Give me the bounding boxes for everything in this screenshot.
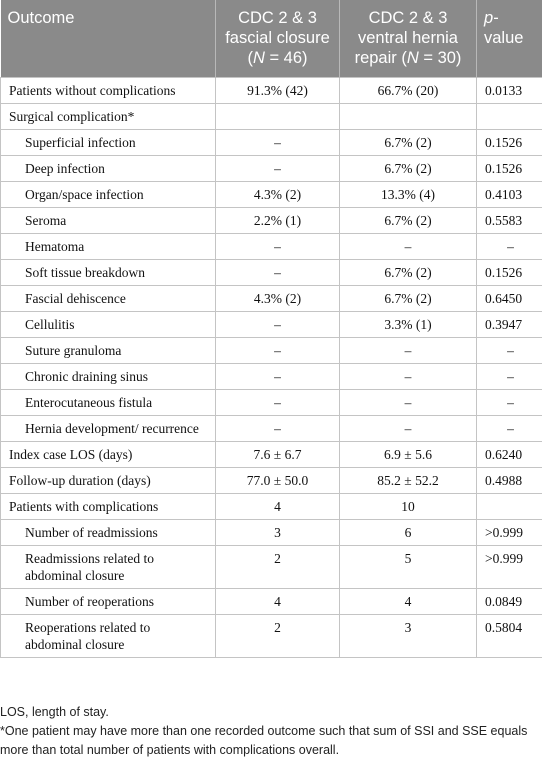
cell-fascial-closure: 7.6 ± 6.7	[216, 442, 340, 468]
cell-ventral-hernia-repair: 5	[340, 546, 477, 589]
row-label: Index case LOS (days)	[1, 442, 216, 468]
table-row	[1, 589, 542, 615]
header-row	[1, 0, 542, 78]
header-fascial-closure-line1: CDC 2 & 3	[238, 9, 317, 27]
row-label: Follow-up duration (days)	[1, 468, 216, 494]
cell-fascial-closure: 4	[216, 494, 340, 520]
table-row	[1, 234, 542, 260]
header-vhr-line2: ventral hernia	[358, 29, 458, 47]
header-p-value	[477, 0, 542, 78]
row-label: Soft tissue breakdown	[1, 260, 216, 286]
row-label: Readmissions related to abdominal closure	[1, 546, 216, 589]
cell-ventral-hernia-repair: 6.7% (2)	[340, 130, 477, 156]
cell-fascial-closure: –	[216, 234, 340, 260]
table-row	[1, 156, 542, 182]
cell-ventral-hernia-repair: 66.7% (20)	[340, 78, 477, 104]
table-row	[1, 520, 542, 546]
row-label: Number of reoperations	[1, 589, 216, 615]
cell-ventral-hernia-repair: 6.7% (2)	[340, 208, 477, 234]
cell-ventral-hernia-repair	[340, 104, 477, 130]
table-row	[1, 442, 542, 468]
cell-ventral-hernia-repair: 6.7% (2)	[340, 156, 477, 182]
cell-ventral-hernia-repair: 6	[340, 520, 477, 546]
cell-ventral-hernia-repair: –	[340, 364, 477, 390]
cell-fascial-closure: –	[216, 338, 340, 364]
table-row	[1, 364, 542, 390]
cell-ventral-hernia-repair: 10	[340, 494, 477, 520]
cell-p-value: 0.6240	[477, 442, 542, 468]
row-label: Organ/space infection	[1, 182, 216, 208]
table-row	[1, 312, 542, 338]
cell-fascial-closure: –	[216, 156, 340, 182]
cell-p-value: >0.999	[477, 546, 542, 589]
row-label: Enterocutaneous fistula	[1, 390, 216, 416]
header-ventral-hernia-repair	[340, 0, 477, 78]
table-header	[1, 0, 542, 78]
cell-p-value: –	[477, 416, 542, 442]
row-label: Hernia development/ recurrence	[1, 416, 216, 442]
row-label: Reoperations related to abdominal closure	[1, 615, 216, 658]
table-row	[1, 104, 542, 130]
cell-fascial-closure: 4	[216, 589, 340, 615]
cell-ventral-hernia-repair: 13.3% (4)	[340, 182, 477, 208]
cell-fascial-closure: –	[216, 130, 340, 156]
cell-fascial-closure: 2	[216, 546, 340, 589]
row-label: Surgical complication*	[1, 104, 216, 130]
cell-ventral-hernia-repair: 6.7% (2)	[340, 260, 477, 286]
cell-p-value: 0.1526	[477, 156, 542, 182]
cell-ventral-hernia-repair: 6.9 ± 5.6	[340, 442, 477, 468]
cell-fascial-closure: –	[216, 390, 340, 416]
cell-fascial-closure: 2.2% (1)	[216, 208, 340, 234]
table-row	[1, 260, 542, 286]
row-label: Seroma	[1, 208, 216, 234]
header-p-dash: -	[493, 9, 499, 27]
footnotes	[0, 703, 542, 760]
cell-ventral-hernia-repair: –	[340, 234, 477, 260]
cell-p-value: –	[477, 364, 542, 390]
header-fascial-closure	[216, 0, 340, 78]
cell-fascial-closure: 3	[216, 520, 340, 546]
table-row	[1, 615, 542, 658]
cell-p-value: 0.3947	[477, 312, 542, 338]
cell-p-value: 0.1526	[477, 130, 542, 156]
row-label: Deep infection	[1, 156, 216, 182]
cell-fascial-closure: –	[216, 260, 340, 286]
row-label: Patients without complications	[1, 78, 216, 104]
table-row	[1, 416, 542, 442]
cell-fascial-closure: 2	[216, 615, 340, 658]
cell-ventral-hernia-repair: –	[340, 338, 477, 364]
cell-ventral-hernia-repair: 85.2 ± 52.2	[340, 468, 477, 494]
header-fascial-closure-n: N	[253, 49, 265, 67]
table-row	[1, 208, 542, 234]
cell-p-value: 0.5583	[477, 208, 542, 234]
table-row	[1, 182, 542, 208]
cell-p-value: 0.1526	[477, 260, 542, 286]
cell-p-value: 0.0849	[477, 589, 542, 615]
cell-p-value: 0.5804	[477, 615, 542, 658]
table-row	[1, 286, 542, 312]
cell-fascial-closure	[216, 104, 340, 130]
table-row	[1, 78, 542, 104]
cell-p-value: >0.999	[477, 520, 542, 546]
header-vhr-n: N	[407, 49, 419, 67]
cell-p-value: –	[477, 338, 542, 364]
row-label: Suture granuloma	[1, 338, 216, 364]
table-row	[1, 546, 542, 589]
header-vhr-line1: CDC 2 & 3	[369, 9, 448, 27]
footnote-los: LOS, length of stay.	[0, 703, 542, 722]
cell-p-value: 0.4988	[477, 468, 542, 494]
header-fascial-closure-line2-pre: fascial closure (	[225, 29, 330, 67]
header-vhr-line3-post: = 30)	[419, 49, 462, 67]
header-vhr-line3-pre: repair (	[355, 49, 407, 67]
header-p-italic: p	[484, 9, 493, 27]
header-p-line2: value	[484, 29, 523, 47]
cell-fascial-closure: –	[216, 416, 340, 442]
cell-ventral-hernia-repair: –	[340, 390, 477, 416]
table-body	[1, 78, 542, 658]
cell-ventral-hernia-repair: 3.3% (1)	[340, 312, 477, 338]
cell-p-value	[477, 104, 542, 130]
cell-p-value	[477, 494, 542, 520]
header-fascial-closure-line2-post: = 46)	[265, 49, 308, 67]
footnote-asterisk: *One patient may have more than one recorded outcome such that sum of SSI and SSE equals more than total number of patients with complications overall.	[0, 722, 542, 760]
cell-fascial-closure: –	[216, 312, 340, 338]
cell-fascial-closure: 91.3% (42)	[216, 78, 340, 104]
cell-fascial-closure: –	[216, 364, 340, 390]
row-label: Hematoma	[1, 234, 216, 260]
cell-fascial-closure: 4.3% (2)	[216, 182, 340, 208]
table-row	[1, 338, 542, 364]
header-outcome: Outcome	[1, 0, 216, 78]
cell-p-value: –	[477, 390, 542, 416]
cell-p-value: 0.0133	[477, 78, 542, 104]
cell-p-value: 0.4103	[477, 182, 542, 208]
cell-fascial-closure: 4.3% (2)	[216, 286, 340, 312]
row-label: Patients with complications	[1, 494, 216, 520]
cell-fascial-closure: 77.0 ± 50.0	[216, 468, 340, 494]
table-row	[1, 130, 542, 156]
table-row	[1, 390, 542, 416]
row-label: Cellulitis	[1, 312, 216, 338]
row-label: Chronic draining sinus	[1, 364, 216, 390]
row-label: Fascial dehiscence	[1, 286, 216, 312]
table-row	[1, 468, 542, 494]
cell-ventral-hernia-repair: 6.7% (2)	[340, 286, 477, 312]
table-row	[1, 494, 542, 520]
cell-p-value: 0.6450	[477, 286, 542, 312]
cell-ventral-hernia-repair: 3	[340, 615, 477, 658]
row-label: Number of readmissions	[1, 520, 216, 546]
row-label: Superficial infection	[1, 130, 216, 156]
cell-ventral-hernia-repair: –	[340, 416, 477, 442]
cell-p-value: –	[477, 234, 542, 260]
cell-ventral-hernia-repair: 4	[340, 589, 477, 615]
